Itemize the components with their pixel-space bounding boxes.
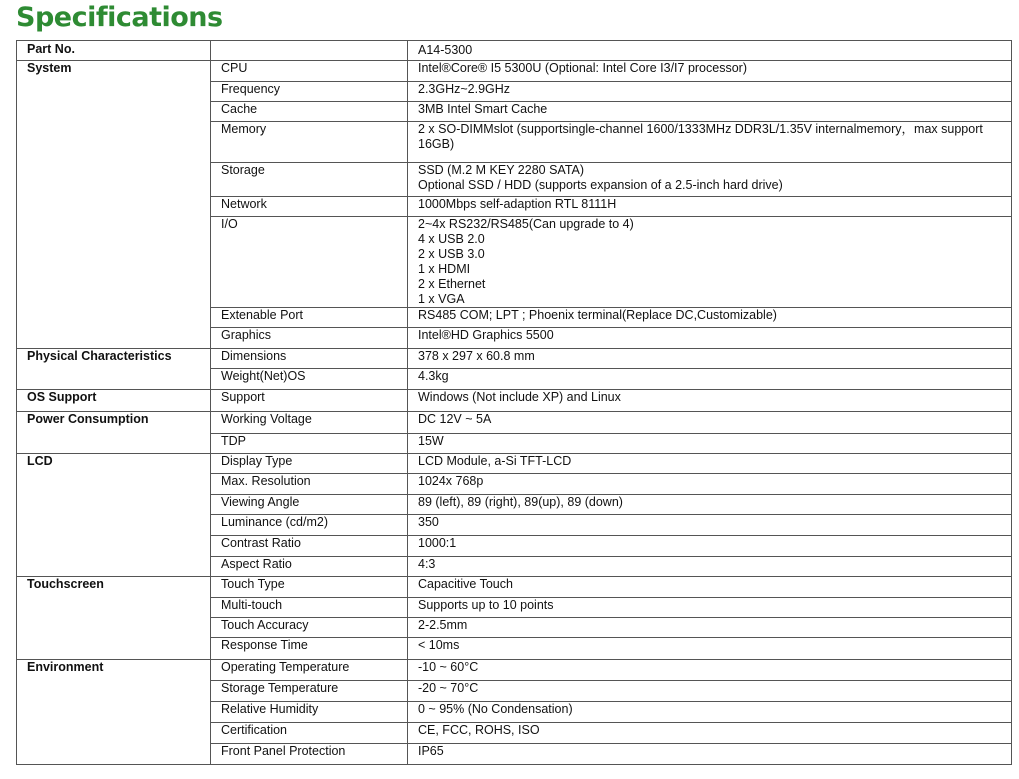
spec-row-operating-temperature xyxy=(17,660,1012,681)
spec-value: 4.3kg xyxy=(408,369,1012,390)
part-number-label: Part No. xyxy=(17,41,211,61)
spec-label: Luminance (cd/m2) xyxy=(211,515,408,536)
category-system: System xyxy=(17,61,211,349)
spec-value: RS485 COM; LPT ; Phoenix terminal(Replace DC,Customizable) xyxy=(408,308,1012,328)
spec-label: I/O xyxy=(211,217,408,308)
spec-value: -10 ~ 60°C xyxy=(408,660,1012,681)
spec-label: Network xyxy=(211,197,408,217)
page-title: Specifications xyxy=(16,2,223,33)
spec-row-working-voltage xyxy=(17,412,1012,434)
spec-label: Frequency xyxy=(211,82,408,102)
spec-value: 2 x SO-DIMMslot (supportsingle-channel 1600/1333MHz DDR3L/1.35V internalmemory，max support 16GB) xyxy=(408,122,1012,163)
spec-label: Cache xyxy=(211,102,408,122)
spec-label: Support xyxy=(211,390,408,412)
spec-label: Multi-touch xyxy=(211,598,408,618)
spec-value: Intel®Core® I5 5300U (Optional: Intel Core I3/I7 processor) xyxy=(408,61,1012,82)
spec-value: LCD Module, a-Si TFT-LCD xyxy=(408,454,1012,474)
category-lcd: LCD xyxy=(17,454,211,577)
part-number-value: A14-5300 xyxy=(408,41,1012,61)
spec-value: 89 (left), 89 (right), 89(up), 89 (down) xyxy=(408,495,1012,515)
spec-label: Aspect Ratio xyxy=(211,557,408,577)
spec-row-display-type xyxy=(17,454,1012,474)
spec-label: Storage xyxy=(211,163,408,197)
spec-row-dimensions xyxy=(17,349,1012,369)
spec-label: Touch Accuracy xyxy=(211,618,408,638)
spec-value: Windows (Not include XP) and Linux xyxy=(408,390,1012,412)
spec-value: 1024x 768p xyxy=(408,474,1012,495)
spec-value: Capacitive Touch xyxy=(408,577,1012,598)
spec-value: 2-2.5mm xyxy=(408,618,1012,638)
spec-row-touch-type xyxy=(17,577,1012,598)
spec-label: Front Panel Protection xyxy=(211,744,408,765)
spec-label: Memory xyxy=(211,122,408,163)
spec-value: DC 12V ~ 5A xyxy=(408,412,1012,434)
spec-label: CPU xyxy=(211,61,408,82)
spec-label: TDP xyxy=(211,434,408,454)
spec-row-support xyxy=(17,390,1012,412)
spec-label: Graphics xyxy=(211,328,408,349)
category-physical-characteristics: Physical Characteristics xyxy=(17,349,211,390)
spec-value: Supports up to 10 points xyxy=(408,598,1012,618)
spec-label: Operating Temperature xyxy=(211,660,408,681)
spec-label: Certification xyxy=(211,723,408,744)
spec-value: < 10ms xyxy=(408,638,1012,660)
spec-label: Response Time xyxy=(211,638,408,660)
part-number-empty-cell xyxy=(211,41,408,61)
specifications-table xyxy=(16,40,1012,765)
spec-value: CE, FCC, ROHS, ISO xyxy=(408,723,1012,744)
spec-label: Weight(Net)OS xyxy=(211,369,408,390)
category-environment: Environment xyxy=(17,660,211,765)
spec-value: 2.3GHz~2.9GHz xyxy=(408,82,1012,102)
spec-label: Working Voltage xyxy=(211,412,408,434)
part-number-row xyxy=(17,41,1012,61)
category-os-support: OS Support xyxy=(17,390,211,412)
spec-label: Viewing Angle xyxy=(211,495,408,515)
spec-value: 1000:1 xyxy=(408,536,1012,557)
spec-value: IP65 xyxy=(408,744,1012,765)
spec-label: Extenable Port xyxy=(211,308,408,328)
spec-value: 3MB Intel Smart Cache xyxy=(408,102,1012,122)
spec-value: 378 x 297 x 60.8 mm xyxy=(408,349,1012,369)
spec-label: Relative Humidity xyxy=(211,702,408,723)
spec-label: Display Type xyxy=(211,454,408,474)
spec-value: 350 xyxy=(408,515,1012,536)
specifications-table-body xyxy=(17,41,1012,765)
spec-value: Intel®HD Graphics 5500 xyxy=(408,328,1012,349)
spec-value: 15W xyxy=(408,434,1012,454)
category-power-consumption: Power Consumption xyxy=(17,412,211,454)
spec-value: 4:3 xyxy=(408,557,1012,577)
spec-row-cpu xyxy=(17,61,1012,82)
spec-value: SSD (M.2 M KEY 2280 SATA) Optional SSD / HDD (supports expansion of a 2.5-inch hard drive) xyxy=(408,163,1012,197)
spec-label: Dimensions xyxy=(211,349,408,369)
spec-value: 2~4x RS232/RS485(Can upgrade to 4) 4 x USB 2.0 2 x USB 3.0 1 x HDMI 2 x Ethernet 1 x VGA xyxy=(408,217,1012,308)
spec-label: Storage Temperature xyxy=(211,681,408,702)
spec-label: Max. Resolution xyxy=(211,474,408,495)
spec-label: Contrast Ratio xyxy=(211,536,408,557)
spec-value: 0 ~ 95% (No Condensation) xyxy=(408,702,1012,723)
spec-value: -20 ~ 70°C xyxy=(408,681,1012,702)
spec-label: Touch Type xyxy=(211,577,408,598)
category-touchscreen: Touchscreen xyxy=(17,577,211,660)
spec-value: 1000Mbps self-adaption RTL 8111H xyxy=(408,197,1012,217)
